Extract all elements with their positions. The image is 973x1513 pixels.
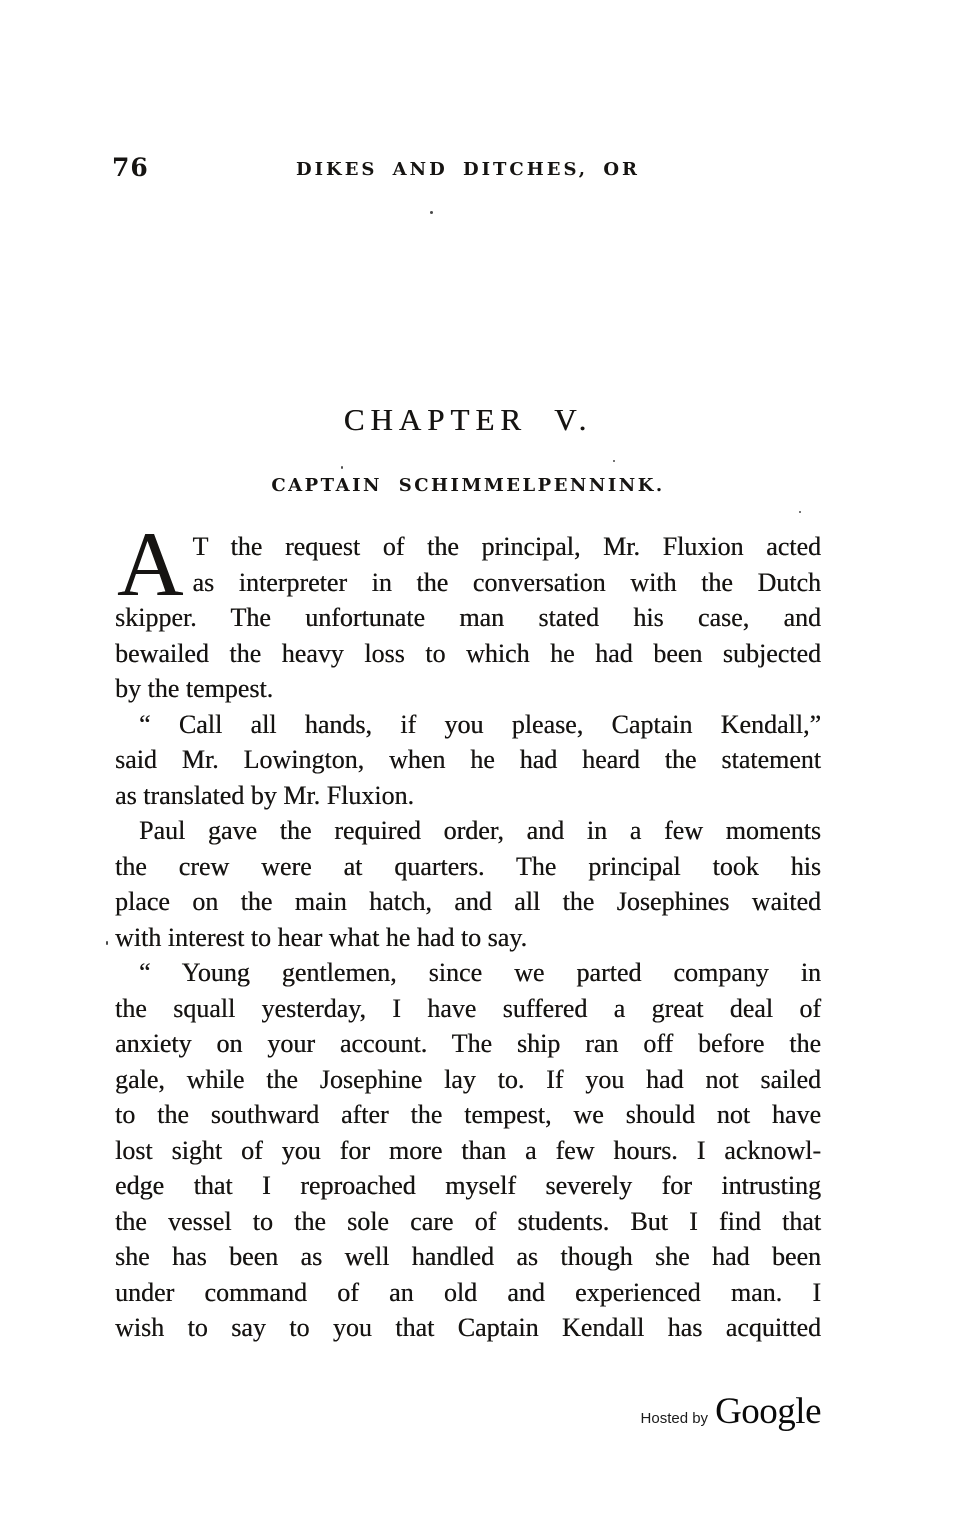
text-line: edge that I reproached myself severely for intrusting [115,1171,821,1200]
chapter-heading: CHAPTER V. [343,402,593,437]
text-line: the crew were at quarters. The principal took his [115,851,821,881]
text-line: bewailed the heavy loss to which he had been subjected [115,638,821,668]
text-line: skipper. The unfortunate man stated his case, and [115,603,821,632]
scan-speck [430,211,433,214]
text-line: under command of an old and experienced man. I [115,1277,821,1307]
text-line: place on the main hatch, and all the Josephines waited [115,887,821,916]
text-line: “ Call all hands, if you please, Captain Kendall,” [139,709,821,739]
text-line: lost sight of you for more than a few hours. I acknowl- [115,1135,821,1165]
text-line: by the tempest. [115,674,274,703]
text-line: “ Young gentlemen, since we parted company in [139,958,821,987]
text-line: as interpreter in the conversation with the Dutch [192,567,821,597]
paragraph [115,513,821,707]
text-line: the squall yesterday, I have suffered a great deal of [115,993,821,1023]
hosted-by-label: Hosted by [640,1410,709,1427]
text-line: as translated by Mr. Fluxion. [115,780,414,810]
page-number: 76 [112,153,149,182]
text-line: with interest to hear what he had to say. [115,922,528,952]
drop-cap: A [117,513,184,615]
text-line: anxiety on your account. The ship ran off before the [115,1029,821,1058]
text-line: said Mr. Lowington, when he had heard the statement [115,745,821,774]
text-line: to the southward after the tempest, we should not have [115,1100,821,1129]
running-header-title: DIKES AND DITCHES, OR [296,159,640,180]
paragraph [115,707,821,814]
text-line: Paul gave the required order, and in a few moments [139,816,821,845]
body-text [115,513,821,1346]
text-line: gale, while the Josephine lay to. If you had not sailed [115,1064,821,1094]
text-line: the vessel to the sole care of students. But I find that [115,1206,821,1236]
paragraph [115,955,821,1346]
scan-speck [106,941,108,945]
scan-speck [799,511,801,513]
chapter-subtitle: CAPTAIN SCHIMMELPENNINK. [271,475,665,496]
paragraph [115,813,821,955]
google-logo: Google [715,1391,821,1432]
scan-speck [613,460,615,462]
scan-speck [341,466,343,469]
text-line: she has been as well handled as though she had been [115,1242,821,1271]
footer-watermark [115,1390,821,1433]
text-line: wish to say to you that Captain Kendall has acquitted [115,1313,821,1342]
text-line: T the request of the principal, Mr. Fluxion acted [192,532,821,561]
